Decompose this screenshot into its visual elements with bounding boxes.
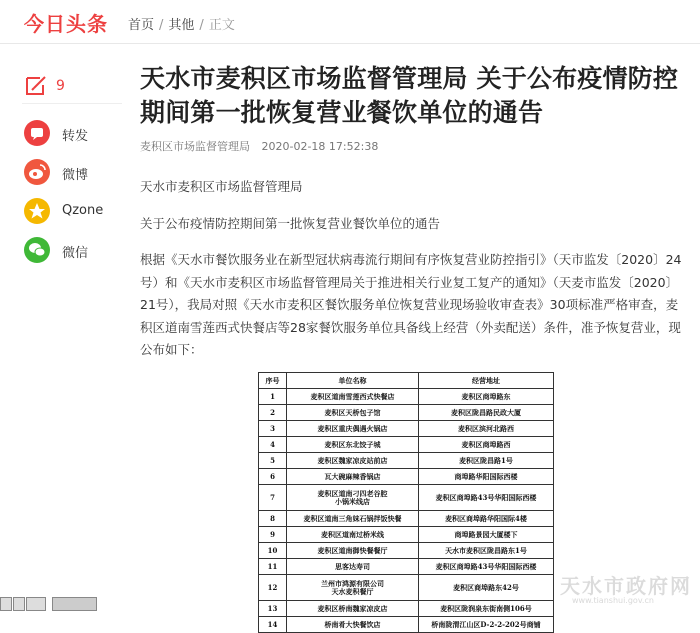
table-cell: 麦积区天桥包子馆	[287, 405, 419, 421]
restaurant-table	[258, 372, 554, 633]
share-wechat[interactable]	[22, 235, 122, 271]
table-cell: 麦积区道南御快餐餐厅	[287, 543, 419, 559]
table-cell: 商埠路景园大厦楼下	[419, 527, 554, 543]
article-meta	[140, 138, 685, 154]
wechat-icon	[24, 237, 50, 263]
qzone-icon	[24, 198, 50, 224]
table-header-cell: 单位名称	[287, 373, 419, 389]
restaurant-table-image	[258, 372, 554, 633]
article-paragraph: 天水市麦积区市场监督管理局	[140, 179, 303, 194]
breadcrumb-other[interactable]: 其他	[168, 18, 195, 33]
comment-button[interactable]	[22, 70, 122, 104]
table-cell: 10	[259, 543, 287, 559]
table-cell: 瓦大碗麻辣香锅店	[287, 469, 419, 485]
table-cell: 8	[259, 511, 287, 527]
table-cell: 麦积区商埠路华阳国际4楼	[419, 511, 554, 527]
share-sidebar	[22, 70, 122, 274]
breadcrumb-home[interactable]: 首页	[128, 18, 155, 33]
share-weibo-label: 微博	[62, 168, 89, 183]
breadcrumb-separator: /	[159, 18, 164, 33]
comment-icon	[24, 74, 48, 98]
table-header-cell: 序号	[259, 373, 287, 389]
table-cell: 麦积区陇昌路1号	[419, 453, 554, 469]
table-cell: 商埠路华阳国际西楼	[419, 469, 554, 485]
table-row	[259, 453, 554, 469]
table-cell: 麦积区陇润泉东街南侧106号	[419, 601, 554, 617]
table-row	[259, 511, 554, 527]
table-cell: 7	[259, 485, 287, 511]
table-cell: 麦积区商埠路东42号	[419, 575, 554, 601]
table-cell: 麦积区商埠路西	[419, 437, 554, 453]
table-cell: 2	[259, 405, 287, 421]
table-cell: 麦积区重庆偶遇火锅店	[287, 421, 419, 437]
share-wechat-label: 微信	[62, 246, 89, 261]
share-qzone[interactable]	[22, 196, 122, 232]
table-cell: 麦积区魏家凉皮站前店	[287, 453, 419, 469]
watermark-url: www.tianshui.gov.cn	[572, 596, 654, 605]
article	[140, 62, 685, 362]
table-cell: 麦积区陇昌路民政大厦	[419, 405, 554, 421]
article-paragraph: 根据《天水市餐饮服务业在新型冠状病毒流行期间有序恢复营业防控指引》（天市监发〔2020〕24号）和《天水市麦积区市场监督管理局关于推进相关行业复工复产的通知》（天麦市监发〔2020〕21号），我局对照《天水市麦积区餐饮服务单位恢复营业现场验收审查表》30项标准严格审查，麦积区道南雪莲西式快餐店等28家餐饮服务单位具备线上经营（外卖配送）条件，准予恢复营业，现公布如下：	[140, 252, 682, 357]
taskbar-button[interactable]	[0, 597, 12, 611]
article-timestamp: 2020-02-18 17:52:38	[261, 140, 379, 153]
table-row	[259, 575, 554, 601]
table-cell: 麦积区桥南魏家凉皮店	[287, 601, 419, 617]
table-row	[259, 437, 554, 453]
breadcrumb-separator: /	[199, 18, 204, 33]
taskbar-button[interactable]	[13, 597, 25, 611]
share-qzone-label: Qzone	[62, 203, 104, 218]
table-row	[259, 485, 554, 511]
table-row	[259, 527, 554, 543]
table-cell: 桥南陇渭江山区D-2-2-202号商铺	[419, 617, 554, 633]
breadcrumb	[128, 14, 235, 33]
table-row	[259, 617, 554, 633]
share-repost-label: 转发	[62, 129, 89, 144]
table-cell: 14	[259, 617, 287, 633]
weibo-icon	[24, 159, 50, 185]
top-bar	[0, 0, 700, 44]
breadcrumb-current: 正文	[208, 18, 235, 33]
site-logo[interactable]: 今日头条	[24, 12, 108, 36]
table-row	[259, 601, 554, 617]
article-source[interactable]: 麦积区市场监督管理局	[140, 140, 250, 153]
table-row	[259, 389, 554, 405]
table-cell: 思客达寿司	[287, 559, 419, 575]
table-row	[259, 543, 554, 559]
table-cell: 9	[259, 527, 287, 543]
table-header-cell: 经营地址	[419, 373, 554, 389]
table-cell: 13	[259, 601, 287, 617]
share-repost[interactable]	[22, 118, 122, 154]
table-cell: 麦积区道南过桥米线	[287, 527, 419, 543]
table-cell: 6	[259, 469, 287, 485]
share-weibo[interactable]	[22, 157, 122, 193]
table-cell: 5	[259, 453, 287, 469]
comment-count: 9	[56, 78, 65, 94]
article-paragraph: 关于公布疫情防控期间第一批恢复营业餐饮单位的通告	[140, 215, 441, 231]
repost-icon	[24, 120, 50, 146]
table-cell: 麦积区商埠路东	[419, 389, 554, 405]
table-cell: 兰州市鸿源有限公司 天水麦积餐厅	[287, 575, 419, 601]
taskbar-field[interactable]	[52, 597, 97, 611]
table-cell: 麦积区道南刁四老谷腔 小锅米线店	[287, 485, 419, 511]
watermark-logo: 天水市政府网	[560, 574, 692, 598]
table-cell: 麦积区道南三角妹石锅拌饭快餐	[287, 511, 419, 527]
table-cell: 麦积区东北饺子城	[287, 437, 419, 453]
table-row	[259, 559, 554, 575]
taskbar	[0, 594, 112, 614]
table-cell: 1	[259, 389, 287, 405]
table-cell: 12	[259, 575, 287, 601]
article-title: 天水市麦积区市场监督管理局 关于公布疫情防控期间第一批恢复营业餐饮单位的通告	[140, 64, 679, 127]
keyboard-icon[interactable]	[26, 597, 46, 611]
table-cell: 4	[259, 437, 287, 453]
table-row	[259, 421, 554, 437]
table-header-row	[259, 373, 554, 389]
table-cell: 3	[259, 421, 287, 437]
table-cell: 麦积区商埠路43号华阳国际西楼	[419, 485, 554, 511]
table-row	[259, 469, 554, 485]
table-cell: 麦积区商埠路43号华阳国际西楼	[419, 559, 554, 575]
table-row	[259, 405, 554, 421]
table-cell: 天水市麦积区陇昌路东1号	[419, 543, 554, 559]
table-cell: 桥南肴大快餐饮店	[287, 617, 419, 633]
table-cell: 11	[259, 559, 287, 575]
table-cell: 麦积区滨河北路西	[419, 421, 554, 437]
table-cell: 麦积区道南雪莲西式快餐店	[287, 389, 419, 405]
